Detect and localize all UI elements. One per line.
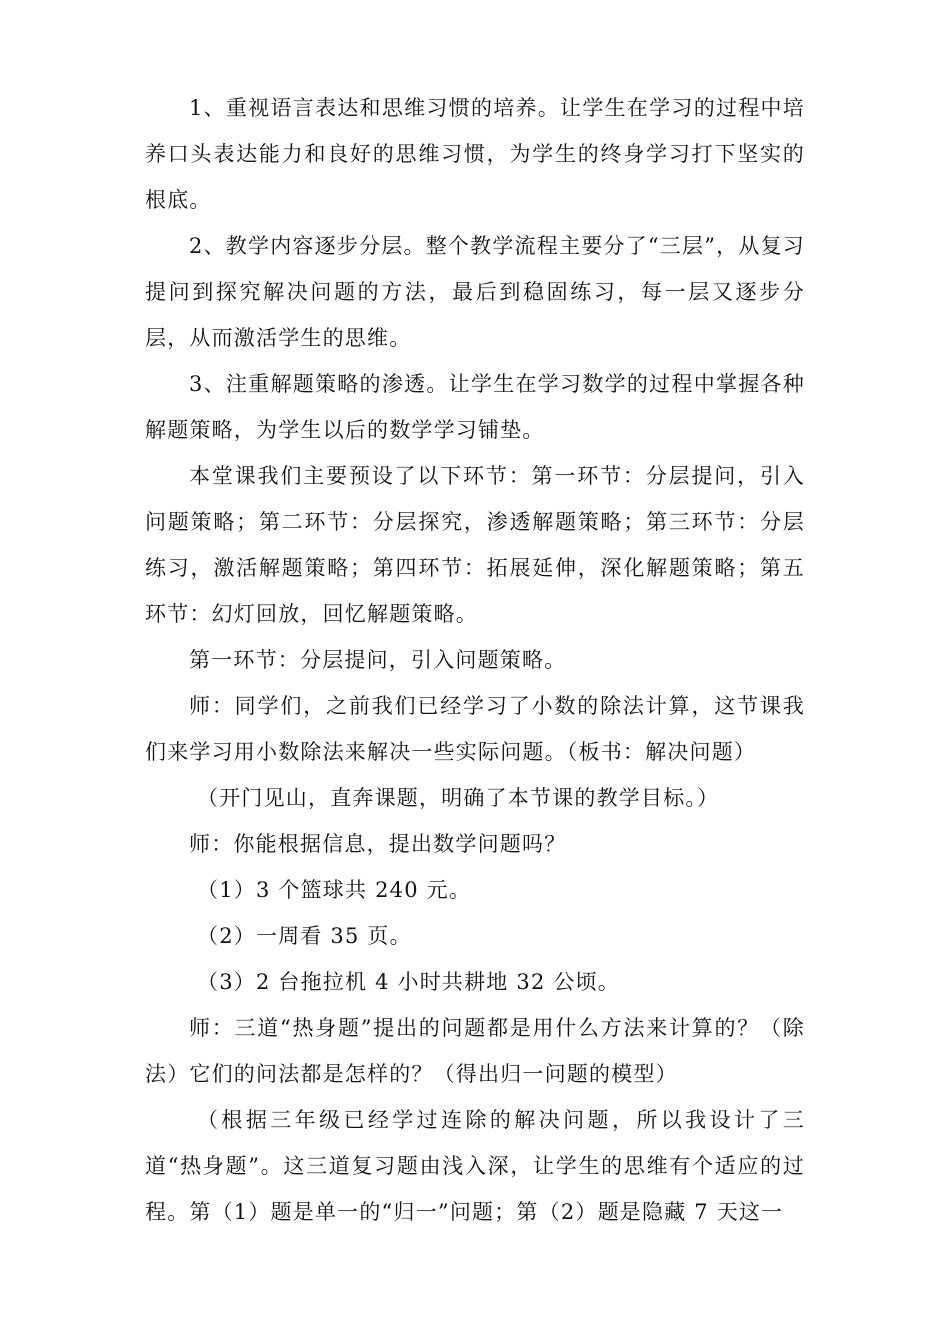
paragraph-language-expression: 1、重视语言表达和思维习惯的培养。让学生在学习的过程中培养口头表达能力和良好的思维习惯，为学生的终身学习打下坚实的根底。 xyxy=(145,96,805,212)
paragraph-commentary-goal: （开门见山，直奔课题，明确了本节课的教学目标。） xyxy=(197,786,720,810)
paragraph-commentary-warmup: （根据三年级已经学过连除的解决问题，所以我设计了三道“热身题”。这三道复习题由浅入深，让学生的思维有个适应的过程。第（1）题是单一的“归一”问题；第（2）题是隐藏 7 天这一 xyxy=(145,1108,805,1224)
list-item-problem-1: （1）3 个篮球共 240 元。 xyxy=(197,878,472,902)
document-page xyxy=(145,85,805,1235)
paragraph-stage-one-heading: 第一环节：分层提问，引入问题策略。 xyxy=(189,648,567,672)
paragraph-teacher-intro: 师：同学们，之前我们已经学习了小数的除法计算，这节课我们来学习用小数除法来解决一些实际问题。（板书：解决问题） xyxy=(145,694,805,764)
paragraph-strategy-infiltration: 3、注重解题策略的渗透。让学生在学习数学的过程中掌握各种解题策略，为学生以后的数学学习铺垫。 xyxy=(145,372,805,442)
paragraph-layered-content: 2、教学内容逐步分层。整个教学流程主要分了“三层”，从复习提问到探究解决问题的方法，最后到稳固练习，每一层又逐步分层，从而激活学生的思维。 xyxy=(145,234,805,350)
paragraph-lesson-stages: 本堂课我们主要预设了以下环节：第一环节：分层提问，引入问题策略；第二环节：分层探究，渗透解题策略；第三环节：分层练习，激活解题策略；第四环节：拓展延伸，深化解题策略；第五环节：幻灯回放，回忆解题策略。 xyxy=(145,464,805,626)
list-item-problem-3: （3）2 台拖拉机 4 小时共耕地 32 公顷。 xyxy=(197,970,620,994)
paragraph-teacher-question: 师：你能根据信息，提出数学问题吗？ xyxy=(189,832,567,856)
list-item-problem-2: （2）一周看 35 页。 xyxy=(197,924,412,948)
paragraph-warmup-question: 师：三道“热身题”提出的问题都是用什么方法来计算的？（除法）它们的问法都是怎样的？（得出归一问题的模型） xyxy=(145,1016,805,1086)
